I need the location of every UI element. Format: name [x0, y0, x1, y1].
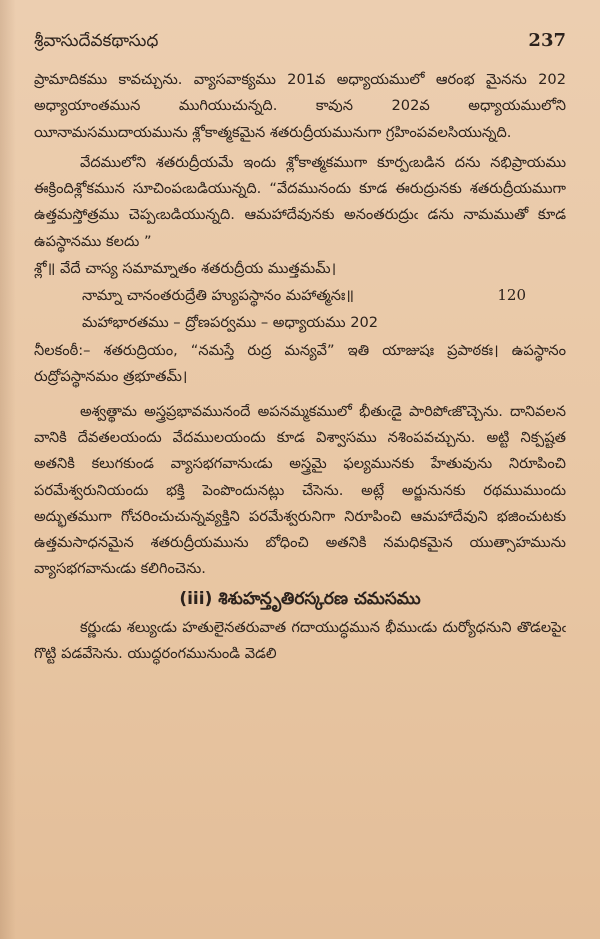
paragraph-4: కర్ణుఁడు శల్యుఁడు హతులైనతరువాత గదాయుద్ధమున భీముఁడు దుర్యోధనుని తొడలపైఁ గొట్టి పడవేసెను. యుద్ధరంగమునుండి వెడలి	[34, 618, 566, 663]
running-header	[34, 30, 566, 55]
commentary: నీలకంఠీ:– శతరుద్రియం, “నమస్తే రుద్ర మన్యవే” ఇతి యాజుషః ప్రపాఠకః। ఉపస్థానం రుద్రోపస్థానమం త్రభూతమ్।	[34, 342, 566, 386]
paragraph-1: ప్రామాదికము కావచ్చును. వ్యాసవాక్యము 201వ అధ్యాయములో ఆరంభ మైనను 202 అధ్యాయాంతమున ముగియుచున్నది. కావున 202వ అధ్యాయములోని యీనామసముదాయమును శ్లోకాత్మకమైన శతరుద్రీయమునుగా గ్రహింపవలసియున్నది.	[34, 71, 566, 141]
page-number: 237	[528, 30, 566, 51]
page-edge-shadow	[0, 0, 16, 939]
paragraph-2: వేదములోని శతరుద్రీయమే ఇందు శ్లోకాత్మకముగా కూర్పఁబడిన దను నభిప్రాయము ఈక్రిందిశ్లోకమున సూచింపఁబడియున్నది. “వేదమునందు కూడ ఈరుద్రునకు శతరుద్రీయముగా ఉత్తమస్తోత్రము చెప్పఁబడియున్నది. ఆమహాదేవునకు అనంతరుద్రుఁ డను నామముతో కూడ ఉపస్థానము కలదు ”	[34, 153, 566, 250]
verse-number: 120	[497, 286, 526, 305]
paragraph-3: అశ్వత్థామ అస్త్రప్రభావమునందే అపనమ్మకములో భీతుఁడై పారిపోఁజొచ్చెను. దానివలన వానికి దేవతలయందు వేదములయందు కూడ విశ్వాసము నశింపవచ్చును. అట్టి నిక్పష్టత అతనికి కలుగకుండ వ్యాసభగవానుఁడు అస్త్రమై ఫల్యమునకు హేతువును నిరూపించి పరమేశ్వరునియందు భక్తి పెంపొందునట్లు చేసెను. అట్లే అర్జునునకు రథముముందు అద్భుతముగా గోచరించుచున్నవ్యక్తిని పరమేశ్వరునిగా నిరూపించి ఆమహాదేవుని భజించుటకు ఉత్తమసాధనమైన శతరుద్రీయమును బోధించి అతనికి నమధికమైన యుత్సాహమును వ్యాసభగవానుఁడు కలిగించెను.	[34, 402, 566, 578]
section-title: (iii) శిశుహన్తృతిరస్కరణ చమసము	[179, 588, 421, 609]
verse-block	[34, 255, 566, 336]
verse-line-2: నామ్నా చానంతరుద్రేతి హ్యుపస్థానం మహాత్మనః॥	[82, 287, 355, 305]
running-title: శ్రీవాసుదేవకథాసుధ	[34, 31, 159, 51]
verse-source: మహాభారతము – ద్రోణపర్వము – అధ్యాయము 202	[82, 314, 379, 332]
verse-line-1: శ్లో॥ వేదే చాస్య సమామ్నాతం శతరుద్రీయ ముత్తమమ్।	[34, 260, 337, 278]
